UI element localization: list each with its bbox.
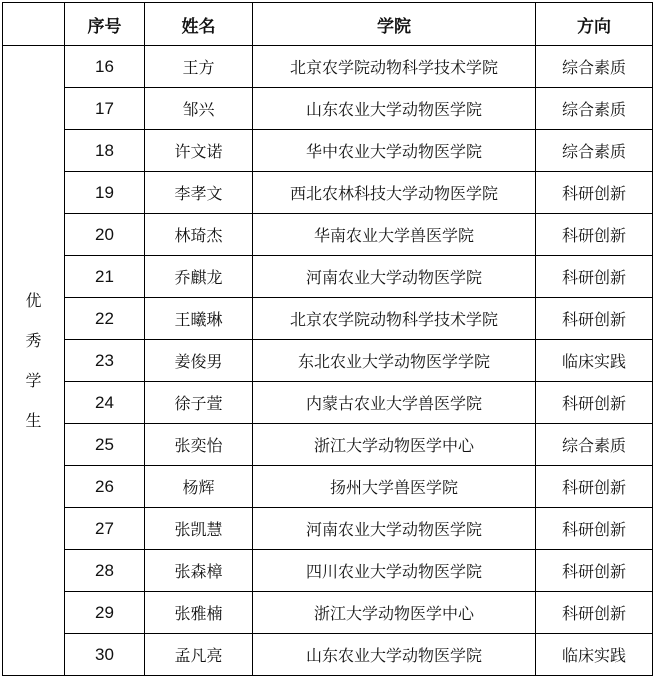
number-cell: 21 <box>65 256 145 298</box>
college-cell: 北京农学院动物科学技术学院 <box>253 46 536 88</box>
number-cell: 19 <box>65 172 145 214</box>
name-cell: 张雅楠 <box>145 592 253 634</box>
name-cell: 乔麒龙 <box>145 256 253 298</box>
number-cell: 17 <box>65 88 145 130</box>
name-cell: 张森樟 <box>145 550 253 592</box>
number-cell: 26 <box>65 466 145 508</box>
header-number: 序号 <box>65 3 145 46</box>
direction-cell: 科研创新 <box>536 214 653 256</box>
direction-cell: 综合素质 <box>536 130 653 172</box>
direction-cell: 综合素质 <box>536 88 653 130</box>
number-cell: 27 <box>65 508 145 550</box>
number-cell: 16 <box>65 46 145 88</box>
table-row <box>3 298 653 340</box>
direction-cell: 综合素质 <box>536 46 653 88</box>
college-cell: 浙江大学动物医学中心 <box>253 592 536 634</box>
name-cell: 姜俊男 <box>145 340 253 382</box>
college-cell: 西北农林科技大学动物医学院 <box>253 172 536 214</box>
name-cell: 许文诺 <box>145 130 253 172</box>
college-cell: 山东农业大学动物医学院 <box>253 88 536 130</box>
direction-cell: 科研创新 <box>536 172 653 214</box>
table-row <box>3 634 653 676</box>
number-cell: 30 <box>65 634 145 676</box>
college-cell: 河南农业大学动物医学院 <box>253 508 536 550</box>
college-cell: 浙江大学动物医学中心 <box>253 424 536 466</box>
number-cell: 25 <box>65 424 145 466</box>
category-cell <box>3 46 65 676</box>
name-cell: 孟凡亮 <box>145 634 253 676</box>
table-row <box>3 46 653 88</box>
name-cell: 邹兴 <box>145 88 253 130</box>
table-row <box>3 382 653 424</box>
number-cell: 20 <box>65 214 145 256</box>
table-row <box>3 256 653 298</box>
college-cell: 华中农业大学动物医学院 <box>253 130 536 172</box>
direction-cell: 科研创新 <box>536 256 653 298</box>
number-cell: 18 <box>65 130 145 172</box>
direction-cell: 科研创新 <box>536 550 653 592</box>
college-cell: 华南农业大学兽医学院 <box>253 214 536 256</box>
category-char: 学 <box>25 370 42 390</box>
number-cell: 24 <box>65 382 145 424</box>
number-cell: 23 <box>65 340 145 382</box>
college-cell: 东北农业大学动物医学学院 <box>253 340 536 382</box>
college-cell: 北京农学院动物科学技术学院 <box>253 298 536 340</box>
college-cell: 四川农业大学动物医学院 <box>253 550 536 592</box>
table-row <box>3 592 653 634</box>
college-cell: 内蒙古农业大学兽医学院 <box>253 382 536 424</box>
header-category <box>3 3 65 46</box>
direction-cell: 临床实践 <box>536 340 653 382</box>
header-direction: 方向 <box>536 3 653 46</box>
direction-cell: 科研创新 <box>536 298 653 340</box>
header-row <box>3 3 653 46</box>
category-char: 秀 <box>25 330 42 350</box>
direction-cell: 临床实践 <box>536 634 653 676</box>
direction-cell: 科研创新 <box>536 592 653 634</box>
table-row <box>3 88 653 130</box>
number-cell: 22 <box>65 298 145 340</box>
name-cell: 张凯慧 <box>145 508 253 550</box>
table-row <box>3 424 653 466</box>
name-cell: 李孝文 <box>145 172 253 214</box>
table-row <box>3 130 653 172</box>
number-cell: 28 <box>65 550 145 592</box>
name-cell: 杨辉 <box>145 466 253 508</box>
direction-cell: 科研创新 <box>536 382 653 424</box>
category-char: 优 <box>25 290 42 310</box>
category-char: 生 <box>25 410 42 430</box>
student-table <box>2 2 653 676</box>
college-cell: 河南农业大学动物医学院 <box>253 256 536 298</box>
table-row <box>3 172 653 214</box>
name-cell: 林琦杰 <box>145 214 253 256</box>
table-row <box>3 508 653 550</box>
table-row <box>3 214 653 256</box>
name-cell: 王方 <box>145 46 253 88</box>
direction-cell: 综合素质 <box>536 424 653 466</box>
header-college: 学院 <box>253 3 536 46</box>
college-cell: 山东农业大学动物医学院 <box>253 634 536 676</box>
name-cell: 张奕怡 <box>145 424 253 466</box>
direction-cell: 科研创新 <box>536 466 653 508</box>
table-row <box>3 340 653 382</box>
direction-cell: 科研创新 <box>536 508 653 550</box>
table-row <box>3 550 653 592</box>
name-cell: 徐子萱 <box>145 382 253 424</box>
number-cell: 29 <box>65 592 145 634</box>
header-name: 姓名 <box>145 3 253 46</box>
name-cell: 王曦琳 <box>145 298 253 340</box>
table-row <box>3 466 653 508</box>
college-cell: 扬州大学兽医学院 <box>253 466 536 508</box>
